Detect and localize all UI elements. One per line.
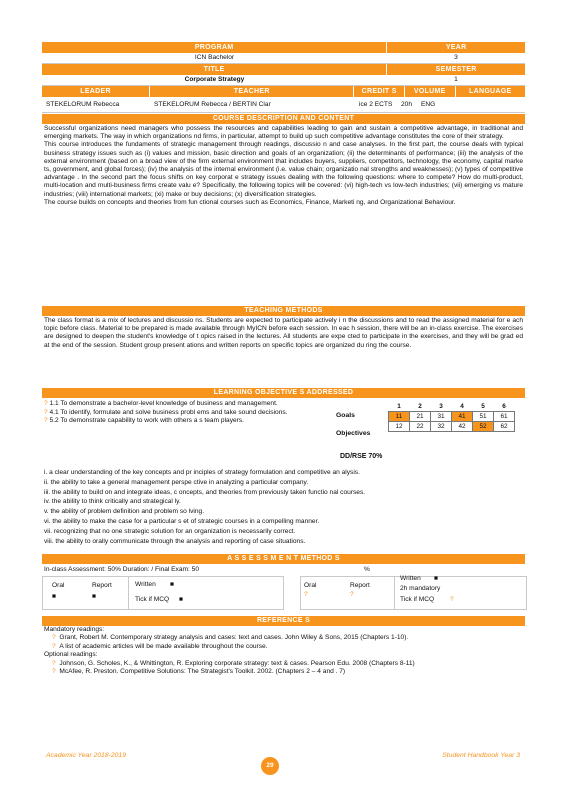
credits-value: ice 2 ECTS (359, 100, 393, 108)
divider (128, 576, 129, 610)
course-description-heading: COURSE DESCRIPTION AND CONTENT (42, 114, 525, 124)
reference-item: ? Johnson, G. Scholes, K., & Whittington, R. Exploring corporate strategy: text & cases. Pearson Edu. 2008 (Chapters 8-11) (52, 659, 415, 667)
assessment-heading: A S S E S S M E N T METHOD S (42, 554, 525, 564)
references-list (42, 626, 525, 676)
goals-label: Goals (336, 412, 355, 419)
mcq-label: Tick if MCQ (400, 596, 435, 603)
goal-number: 2 (418, 403, 422, 410)
title-value-row (42, 75, 525, 86)
mandatory-readings-label: Mandatory readings: (44, 626, 105, 633)
ability-item: v. the ability of problem definition and problem so lving. (44, 508, 205, 516)
year-label: YEAR (386, 42, 525, 53)
bullet-icon: ? (52, 668, 60, 676)
ability-item: vi. the ability to make the case for a particular s et of strategic courses in a compelling manner. (44, 517, 320, 525)
course-paragraph: This course introduces the fundaments of strategic management through readings, discussio n and case analyses. In the first part, the course deals with typical business strategy issues such as (i) values and mission, basic direction and goals of an organization; (ii) the determinants of performance; (iii) the analysis of the external environment (based on a broad view of the firm external environment that includes buyers, suppliers, competitors, technology, the economy, capital marke ts, government, and global forces); (iv) the analysis of the internal environment (i.e. value chain; organizatio nal strengths and weaknesses); (v) types of competitive advantage . In the second part the focus shifts on key corporat e strategy issues dealing with the following questions: where to compete? How do multi-product, multi-location and multi-business firms create valu e? Specifically, the following topics will be covered: (vi) high-tech vs low-tech industries; (vii) emerging vs mature industries; (viii) international markets; (xi) make or buy decisions; (x) diversification strategies. (44, 141, 523, 198)
bullet-icon: ? (52, 634, 60, 642)
objectives-block (42, 398, 525, 468)
goal-number: 1 (397, 403, 401, 410)
learning-objectives-heading: LEARNING OBJECTIVE S ADDRESSED (42, 388, 525, 398)
objective-cell: 62 (494, 422, 515, 432)
checkbox-icon[interactable]: ■ (179, 596, 183, 603)
ability-item: ii. the ability to take a general management perspe ctive in analyzing a particular company. (44, 478, 309, 486)
bullet-icon: ? (44, 400, 50, 407)
abilities-list (42, 468, 525, 548)
semester-value: 1 (454, 76, 458, 83)
checkbox-icon[interactable]: ■ (434, 575, 438, 582)
objective-cell: 21 (410, 412, 431, 422)
written-label: Written (135, 581, 156, 588)
course-sheet (42, 42, 525, 676)
written-label: Written (400, 575, 421, 582)
objectives-label: Objectives (336, 430, 371, 437)
objective-cell: 22 (410, 422, 431, 432)
objective-cell: 41 (452, 412, 473, 422)
program-label: PROGRAM (42, 42, 386, 53)
ddrse-value: DD/RSE 70% (340, 453, 383, 460)
objective-item: ? 1.1 To demonstrate a bachelor-level knowledge of business and management. (44, 400, 278, 407)
mandatory-label: 2h mandatory (400, 585, 441, 592)
course-paragraph: The course builds on concepts and theories from fun ctional courses such as Economics, Finance, Marketi ng, and Organizational Behaviour. (44, 198, 456, 206)
bullet-icon: ? (52, 659, 60, 667)
program-value-row (42, 53, 525, 64)
report-label: Report (92, 582, 112, 589)
year-value: 3 (454, 54, 458, 61)
semester-label: SEMESTER (386, 64, 525, 75)
credits-label: CREDIT S (353, 86, 404, 97)
report-label: Report (350, 582, 370, 589)
checkbox-icon[interactable]: ? (450, 596, 454, 603)
checkbox-icon[interactable]: ■ (170, 581, 174, 588)
staff-value-row (42, 97, 525, 113)
staff-header-row (42, 86, 525, 97)
assessment-percent: % (364, 566, 370, 573)
ability-item: vii. recognizing that no one strategic solution for an organization is necessarily correct. (44, 527, 296, 535)
objective-cell: 52 (473, 422, 494, 432)
objective-cell: 32 (431, 422, 452, 432)
course-title: Corporate Strategy (184, 76, 245, 83)
assessment-summary (42, 564, 525, 576)
assessment-grid (42, 576, 525, 610)
footer-academic-year: Academic Year 2018-2019 (46, 752, 126, 759)
program-value: ICN Bachelor (194, 54, 235, 61)
ability-item: iv. the ability to think critically and strategical ly. (44, 498, 181, 506)
page-number: 29 (261, 757, 279, 775)
references-heading: REFERENCE S (42, 616, 525, 626)
footer-handbook: Student Handbook Year 3 (442, 752, 520, 759)
goals-objectives-grid (388, 402, 515, 432)
ability-item: viii. the ability to orally communicate through the analysis and reporting of case situations. (44, 537, 306, 545)
course-description (42, 124, 525, 306)
language-value: ENG (421, 100, 436, 108)
volume-value: 20h (401, 100, 413, 108)
course-paragraph: Successful organizations need managers who possess the resources and capabilities leading to gain and sustain a competitive advantage, in traditional and emerging markets. The way in which organizations nd firms, in particular, attempt to build up such competitive advantage constitutes the core of their strategy. (44, 125, 523, 141)
oral-label: Oral (304, 582, 317, 589)
teaching-methods-text: The class format is a mix of lectures and discussio ns. Students are expected to participate actively i n the discussions and to read the assigned material for e ach topic before class. Material to be prepared is made available through MyICN before each session. In eac h session, there will be an in-class exercise. The exercises are designed to deepen the student's knowledge of t opics raised in the lectures. All students are expe cted to participate in the exercises, and they will be grad ed at the end of the session. Student group present ations and written reports on specific topics are organized du ring the course. (44, 317, 523, 349)
objective-cell: 42 (452, 422, 473, 432)
reference-item: ? McAfee, R. Preston. Competitive Solutions: The Strategist's Toolkit. 2002. (Chapters 2 – 4 and . 7) (52, 668, 346, 676)
goal-number: 6 (502, 403, 506, 410)
title-label: TITLE (42, 64, 386, 75)
objective-cell: 61 (494, 412, 515, 422)
objectives-list (42, 398, 336, 426)
checkbox-icon[interactable]: ? (304, 591, 308, 598)
bullet-icon: ? (44, 408, 50, 416)
goal-number: 4 (460, 403, 464, 410)
reference-item: ? Grant, Robert M. Contemporary strategy analysis and cases: text and cases. John Wiley & Sons, 2015 (Chapters 1-10). (52, 634, 409, 642)
leader-label: LEADER (42, 86, 149, 97)
objective-cell: 12 (389, 422, 410, 432)
teacher-label: TEACHER (149, 86, 353, 97)
checkbox-icon[interactable]: ? (350, 591, 354, 598)
leader-value: STEKELORUM Rebecca (46, 100, 120, 108)
goal-number: 5 (481, 403, 485, 410)
volume-label: VOLUME (404, 86, 455, 97)
objective-cell: 11 (389, 412, 410, 422)
program-header-row (42, 42, 525, 53)
teaching-methods-heading: TEACHING METHODS (42, 306, 525, 316)
oral-label: Oral (52, 582, 65, 589)
objective-cell: 51 (473, 412, 494, 422)
teacher-value: STEKELORUM Rebecca / BERTIN Clar (154, 100, 271, 108)
divider (394, 576, 395, 610)
footer (46, 752, 520, 759)
objective-cell: 31 (431, 412, 452, 422)
bullet-icon: ? (52, 642, 60, 650)
mcq-label: Tick if MCQ (135, 596, 170, 603)
objective-item: ? 4.1 To identify, formulate and solve business probl ems and take sound decisions. (44, 408, 288, 416)
checkbox-icon[interactable]: ■ (52, 593, 56, 600)
reference-item: ? A list of academic articles will be made available throughout the course. (52, 642, 268, 650)
goal-number: 3 (439, 403, 443, 410)
assessment-line: In-class Assessment: 50% Duration: / Final Exam: 50 (44, 566, 200, 573)
language-label: LANGUAGE (455, 86, 525, 97)
objective-item: ? 5.2 To demonstrate capability to work with others a s team players. (44, 417, 244, 424)
bullet-icon: ? (44, 417, 50, 424)
optional-readings-label: Optional readings: (44, 651, 98, 659)
checkbox-icon[interactable]: ■ (92, 593, 96, 600)
title-header-row (42, 64, 525, 75)
ability-item: i. a clear understanding of the key concepts and pr inciples of strategy formulation and competitive an alysis. (44, 469, 360, 476)
ability-item: iii. the ability to build on and integrate ideas, c oncepts, and theories from previously taken functio nal courses. (44, 488, 366, 496)
in-class-box (42, 576, 284, 610)
